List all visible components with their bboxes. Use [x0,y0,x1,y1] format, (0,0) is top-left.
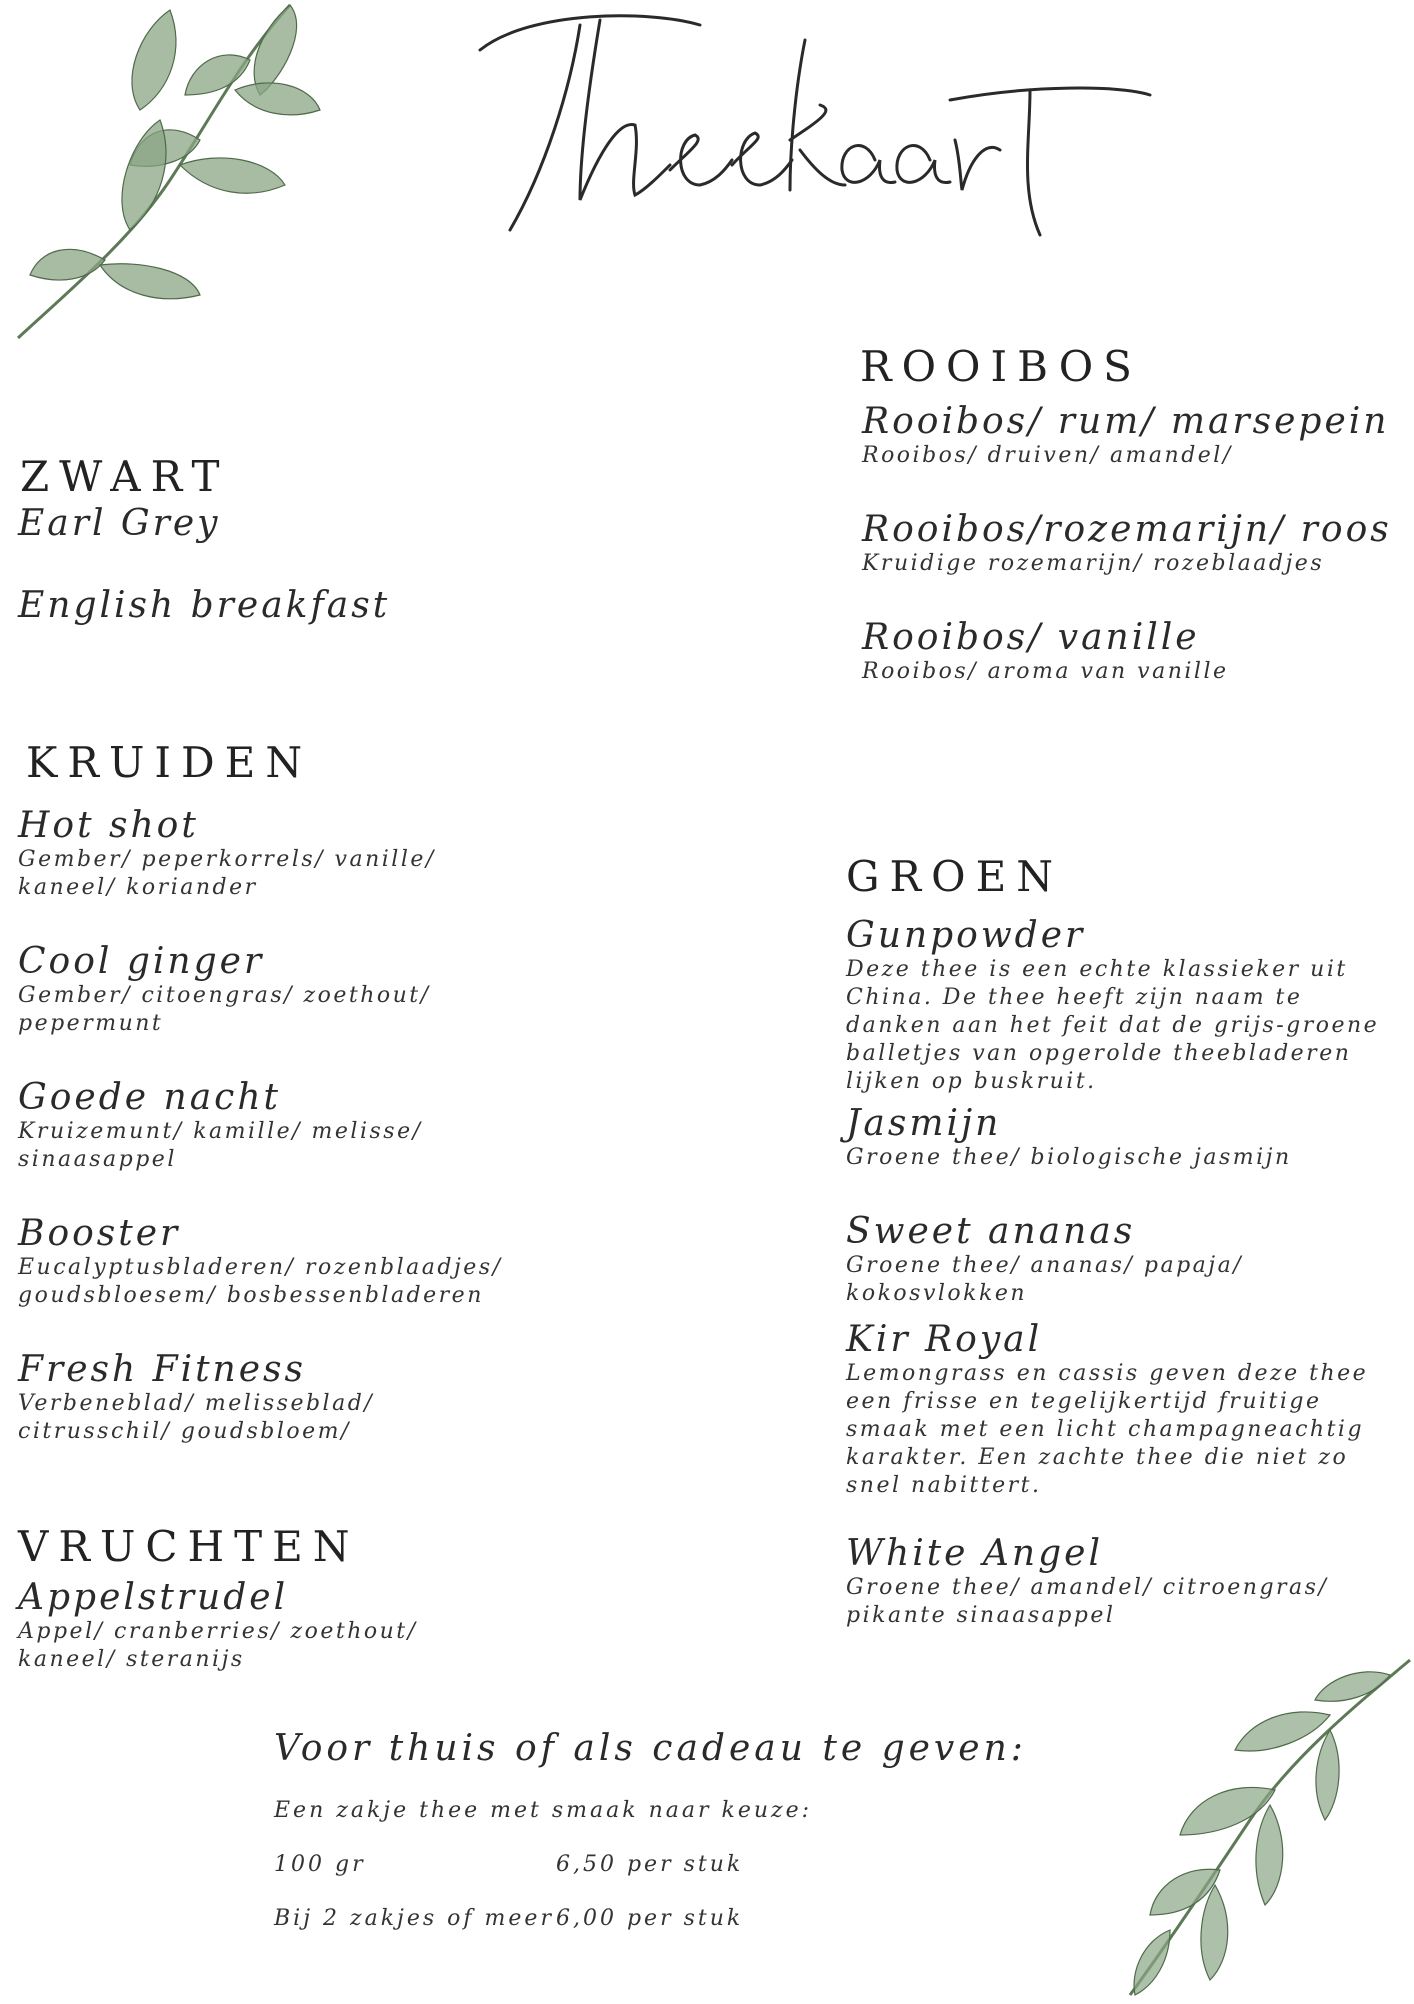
menu-item-description: Lemongrass en cassis geven deze thee een frisse en tegelijkertijd fruitige smaak met een licht champagneachtig karakter. Een zachte thee die niet zo snel nabittert. [846,1361,1369,1498]
menu-item-name: Cool ginger [18,941,265,982]
price-value: 6,50 per stuk [556,1852,744,1877]
menu-item-name: Earl Grey [18,503,221,544]
leaf-branch-icon [10,0,340,345]
menu-item-description: Appel/ cranberries/ zoethout/ kaneel/ steranijs [18,1619,418,1672]
section-zwart [20,452,230,501]
list-item [846,916,1386,1096]
menu-item-name: Rooibos/rozemarijn/ roos [862,509,1392,550]
list-item [846,1212,1386,1308]
menu-item-name: Booster [18,1213,181,1254]
footer-heading: Voor thuis of als cadeau te geven: [274,1728,1027,1769]
menu-item-name: Gunpowder [846,915,1086,956]
list-item [846,1104,1386,1172]
menu-item-name: Fresh Fitness [18,1349,306,1390]
menu-item-name: Sweet ananas [846,1211,1136,1252]
menu-item-description: Deze thee is een echte klassieker uit China. De thee heeft zijn naam te danken aan het feit dat de grijs-groene balletjes van opgerolde theebladeren lijken op buskruit. [846,957,1380,1094]
menu-item-name: Jasmijn [846,1103,1002,1144]
menu-item-name: Kir Royal [846,1319,1043,1360]
list-item [862,618,1382,686]
section-heading: VRUCHTEN [18,1522,360,1571]
list-item [18,1578,518,1674]
menu-item-name: Goede nacht [18,1077,281,1118]
list-item [18,1078,498,1174]
price-label: 100 gr [274,1852,366,1877]
list-item [18,942,498,1038]
menu-item-name: White Angel [846,1533,1103,1574]
menu-item-description: Kruizemunt/ kamille/ melisse/ sinaasappel [18,1119,423,1172]
section-heading: ZWART [20,452,230,501]
list-item [862,401,1390,470]
list-item [846,1320,1386,1500]
menu-item-description: Groene thee/ ananas/ papaja/ kokosvlokken [846,1253,1244,1306]
menu-item-name: Rooibos/ rum/ marsepein [862,401,1390,442]
title-script-icon [470,0,1190,260]
menu-item-description: Rooibos/ druiven/ amandel/ [862,443,1233,468]
section-heading: ROOIBOS [860,342,1142,391]
menu-item-name: English breakfast [18,585,391,626]
price-label: Bij 2 zakjes of meer [274,1906,554,1931]
section-heading: KRUIDEN [26,738,313,787]
menu-item-description: Groene thee/ biologische jasmijn [846,1145,1292,1170]
menu-item-name: Hot shot [18,805,199,846]
section-heading: GROEN [846,852,1064,901]
menu-item-description: Gember/ peperkorrels/ vanille/ kaneel/ koriander [18,847,436,900]
menu-item-description: Groene thee/ amandel/ citroengras/ pikante sinaasappel [846,1575,1329,1628]
menu-item-description: Gember/ citoengras/ zoethout/ pepermunt [18,983,431,1036]
list-item [18,806,518,902]
menu-item-description: Kruidige rozemarijn/ rozeblaadjes [862,551,1325,576]
list-item [18,1214,518,1310]
list-item [846,1534,1386,1630]
page-title [470,0,1190,260]
menu-item-description: Eucalyptusbladeren/ rozenblaadjes/ goudsbloesem/ bosbessenbladeren [18,1255,503,1308]
list-item [862,509,1392,578]
leaf-branch-icon [1090,1640,1414,2000]
menu-item-description: Verbeneblad/ melisseblad/ citrusschil/ goudsbloem/ [18,1391,375,1444]
footer-intro: Een zakje thee met smaak naar keuze: [274,1798,813,1823]
list-item [18,1350,518,1446]
price-value: 6,00 per stuk [556,1906,744,1931]
menu-item-description: Rooibos/ aroma van vanille [862,659,1229,684]
menu-item-name: Appelstrudel [18,1577,289,1618]
menu-item-name: Rooibos/ vanille [862,617,1200,658]
